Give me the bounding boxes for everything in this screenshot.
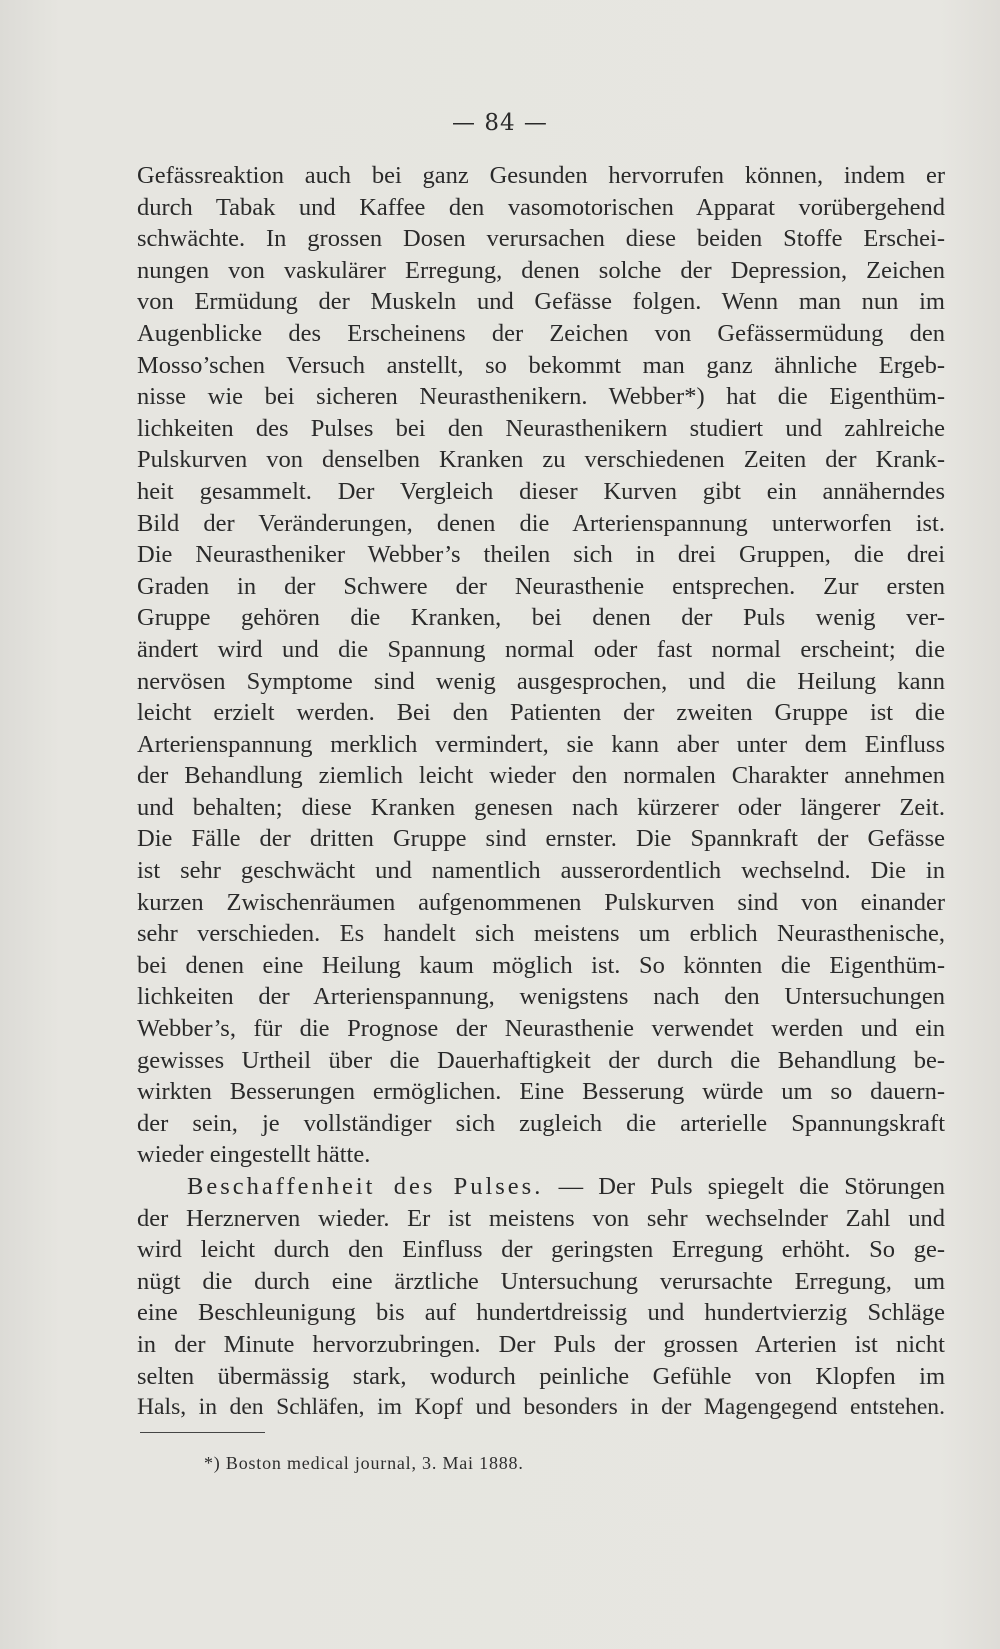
section-heading: Beschaffenheit des Pulses. <box>187 1173 544 1200</box>
text-line: Mosso’schen Versuch anstellt, so bekommt man ganz ähnliche Ergeb- <box>137 351 945 379</box>
text-line: heit gesammelt. Der Vergleich dieser Kurven gibt ein annäherndes <box>137 477 945 505</box>
paragraph-opening-line <box>137 1171 945 1203</box>
text-line: Graden in der Schwere der Neurasthenie entsprechen. Zur ersten <box>137 572 945 600</box>
text-line: Webber’s, für die Prognose der Neurasthenie verwendet werden und ein <box>137 1015 945 1043</box>
text-line: selten übermässig stark, wodurch peinliche Gefühle von Klopfen im <box>137 1362 945 1390</box>
body-text <box>137 160 945 1424</box>
text-line: nungen von vaskulärer Erregung, denen solche der Depression, Zeichen <box>137 256 945 284</box>
footnote: *) Boston medical journal, 3. Mai 1888. <box>204 1453 524 1473</box>
text-line: nervösen Symptome sind wenig ausgesprochen, und die Heilung kann <box>137 667 945 695</box>
text-line: ist sehr geschwächt und namentlich ausserordentlich wechselnd. Die in <box>137 857 945 885</box>
text-line: eine Beschleunigung bis auf hundertdreissig und hundertvierzig Schläge <box>137 1299 945 1327</box>
text-line: nügt die durch eine ärztliche Untersuchung verursachte Erregung, um <box>137 1267 945 1295</box>
text-line: Gefässreaktion auch bei ganz Gesunden hervorrufen können, indem er <box>137 162 945 189</box>
text-line: Pulskurven von denselben Kranken zu verschiedenen Zeiten der Krank- <box>137 446 945 474</box>
text-line: von Ermüdung der Muskeln und Gefässe folgen. Wenn man nun im <box>137 288 945 316</box>
text-line: Gruppe gehören die Kranken, bei denen der Puls wenig ver- <box>137 604 945 632</box>
text-line: der sein, je vollständiger sich zugleich die arterielle Spannungskraft <box>137 1109 945 1137</box>
text-line: Hals, in den Schläfen, im Kopf und besonders in der Magengegend entstehen. <box>137 1394 945 1421</box>
text-line: Augenblicke des Erscheinens der Zeichen von Gefässermüdung den <box>137 319 945 347</box>
text-line: gewisses Urtheil über die Dauerhaftigkeit der durch die Behandlung be- <box>137 1046 945 1074</box>
text-line: Bild der Veränderungen, denen die Arterienspannung unterworfen ist. <box>137 509 945 537</box>
text-line: der Herznerven wieder. Er ist meistens von sehr wechselnder Zahl und <box>137 1204 945 1232</box>
text-line: in der Minute hervorzubringen. Der Puls der grossen Arterien ist nicht <box>137 1330 945 1358</box>
text-line: durch Tabak und Kaffee den vasomotorischen Apparat vorübergehend <box>137 193 945 221</box>
text-line: sehr verschieden. Es handelt sich meistens um erblich Neurasthenische, <box>137 920 945 948</box>
text-line: wird leicht durch den Einfluss der geringsten Erregung erhöht. So ge- <box>137 1236 945 1264</box>
page-number: — 84 — <box>452 110 548 136</box>
text-line: lichkeiten des Pulses bei den Neurasthenikern studiert und zahlreiche <box>137 414 945 442</box>
footnote-divider <box>140 1432 265 1433</box>
text-line: Die Fälle der dritten Gruppe sind ernster. Die Spannkraft der Gefässe <box>137 825 945 853</box>
text-fragment: — Der Puls spiegelt die Störungen <box>543 1173 946 1200</box>
text-line: lichkeiten der Arterienspannung, wenigstens nach den Untersuchungen <box>137 983 945 1011</box>
text-line: der Behandlung ziemlich leicht wieder den normalen Charakter annehmen <box>137 762 945 790</box>
text-line: nisse wie bei sicheren Neurasthenikern. Webber*) hat die Eigenthüm- <box>137 383 945 411</box>
text-line: wirkten Besserungen ermöglichen. Eine Besserung würde um so dauern- <box>137 1078 945 1106</box>
text-line: Die Neurastheniker Webber’s theilen sich in drei Gruppen, die drei <box>137 541 945 569</box>
text-line: kurzen Zwischenräumen aufgenommenen Pulskurven sind von einander <box>137 888 945 916</box>
text-line: Arterienspannung merklich vermindert, sie kann aber unter dem Einfluss <box>137 730 945 758</box>
text-line: bei denen eine Heilung kaum möglich ist. So könnten die Eigenthüm- <box>137 951 945 979</box>
text-line: wieder eingestellt hätte. <box>137 1141 371 1169</box>
text-line: und behalten; diese Kranken genesen nach kürzerer oder längerer Zeit. <box>137 793 945 821</box>
text-line: schwächte. In grossen Dosen verursachen diese beiden Stoffe Erschei- <box>137 225 945 253</box>
text-line: leicht erzielt werden. Bei den Patienten der zweiten Gruppe ist die <box>137 699 945 727</box>
text-line: ändert wird und die Spannung normal oder fast normal erscheint; die <box>137 635 945 663</box>
